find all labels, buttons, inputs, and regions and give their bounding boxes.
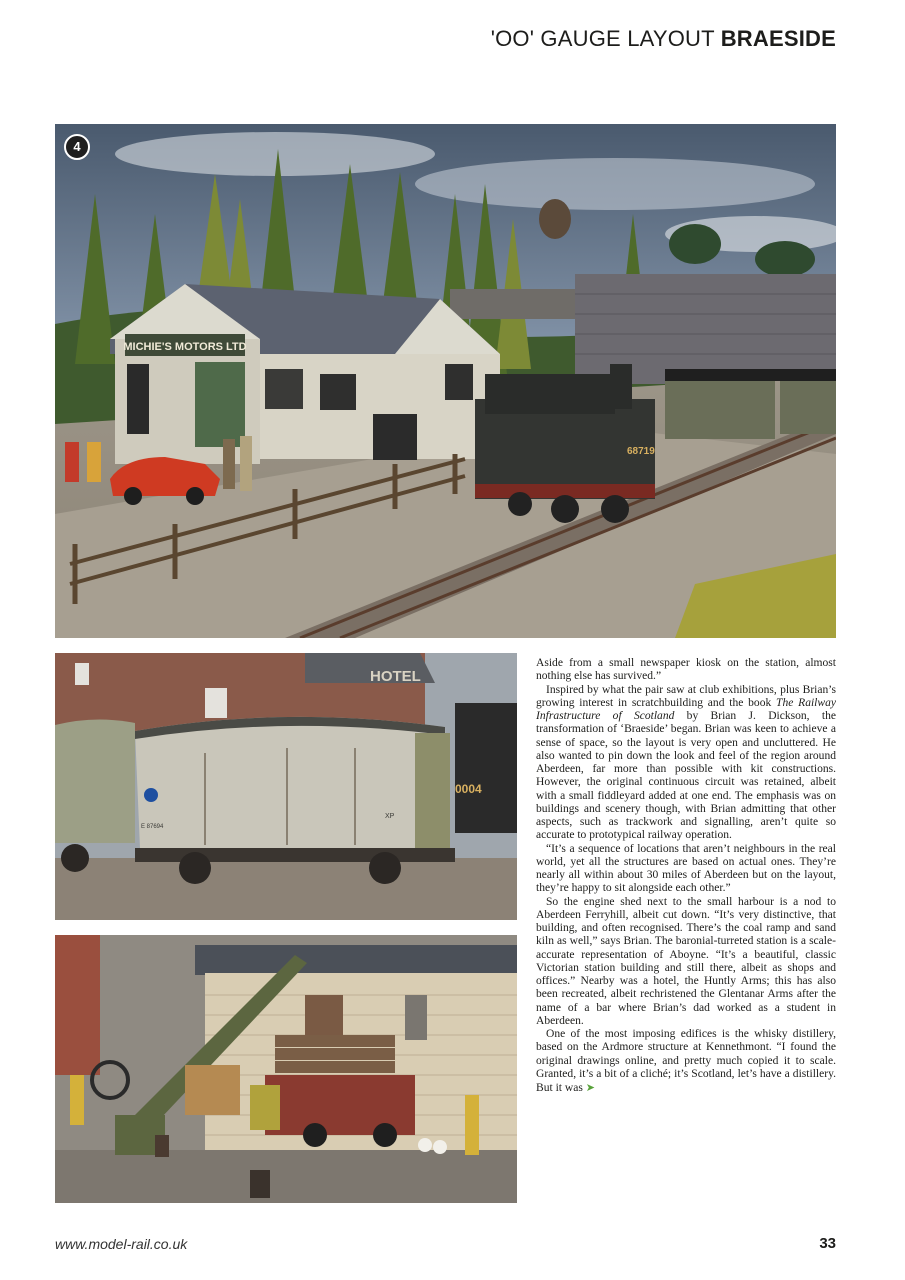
article-paragraph: Aside from a small newspaper kiosk on the station, almost nothing else has survived.” (536, 657, 836, 683)
article-paragraph-rest: by Brian J. Dickson, the transformation of ‘Braeside’ began. Brian was keen to achieve a sense of space, so the layout is very open and uncluttered. He also wanted to pin down the look and feel of the region around Aberdeen, far more than possible with kit constructions. However, the original continuous circuit was retained, albeit with a small fiddleyard added at one end. The emphasis was on buildings and scenery though, with Brian admitting that other aspects, such as trackwork and signalling, aren’t quite so accurate to prototypical railway operation. (536, 710, 836, 842)
loco-number-text: 68719 (627, 446, 655, 457)
layout-photo-harbour-crane (55, 935, 517, 1203)
article-paragraph (536, 684, 836, 843)
wagon-photo-loco-number: 0004 (455, 782, 482, 796)
book-title: The Railway Infrastructure of Scotland (536, 696, 836, 722)
wagon-number-text: E 87694 (141, 824, 164, 830)
header-title-bold: BRAESIDE (720, 26, 836, 51)
page-header (491, 26, 836, 52)
footer-website-url: www.model-rail.co.uk (55, 1236, 188, 1252)
layout-photo-garage-and-locomotive (55, 124, 836, 638)
garage-sign-text: MICHIE'S MOTORS LTD (123, 341, 247, 353)
article-paragraph: “It’s a sequence of locations that aren’t neighbours in the real world, yet all the structures are based on actual ones. They’re nearly all within about 30 miles of Aberdeen but on the layout, they’re happy to sit alongside each other.” (536, 842, 836, 895)
harbour-crane-illustration (55, 935, 517, 1203)
photo-number-badge: 4 (64, 134, 90, 160)
article-body (536, 657, 836, 1095)
van-wagon-illustration (55, 653, 517, 920)
garage-scene-illustration (55, 124, 836, 638)
article-paragraph-text: One of the most imposing edifices is the whisky distillery, based on the Ardmore structure at Kennethmont. “I found the original drawings online, and pretty much copied it to scale. Granted, it’s a bit of a cliché; it’s Scotland, let’s have a distillery. But it was (536, 1028, 836, 1094)
wagon-code-text: XP (385, 813, 395, 820)
hotel-sign-text: HOTEL (370, 668, 421, 685)
page-number: 33 (819, 1235, 836, 1252)
header-title-light: 'OO' GAUGE LAYOUT (490, 26, 721, 51)
continue-arrow-icon: ➤ (585, 1081, 595, 1094)
article-paragraph (536, 1028, 836, 1095)
article-paragraph-start: Inspired by what the pair saw at club exhibitions, plus Brian’s growing interest in scratchbuilding and the book (536, 683, 836, 709)
layout-photo-van-wagon (55, 653, 517, 920)
article-paragraph: So the engine shed next to the small harbour is a nod to Aberdeen Ferryhill, albeit cut down. “It’s very distinctive, that building, and often recognised. There’s the coal ramp and sand kiln as well,” says Brian. The baronial-turreted station is a scale-accurate representation of Aboyne. “It’s a beautiful, classic Victorian station building and still there, albeit as shops and offices.” Nearby was a hotel, the Huntly Arms; this has also been recreated, albeit rechristened the Glentanar Arms after the name of a bar where Brian’s dad worked as a student in Aberdeen. (536, 895, 836, 1027)
